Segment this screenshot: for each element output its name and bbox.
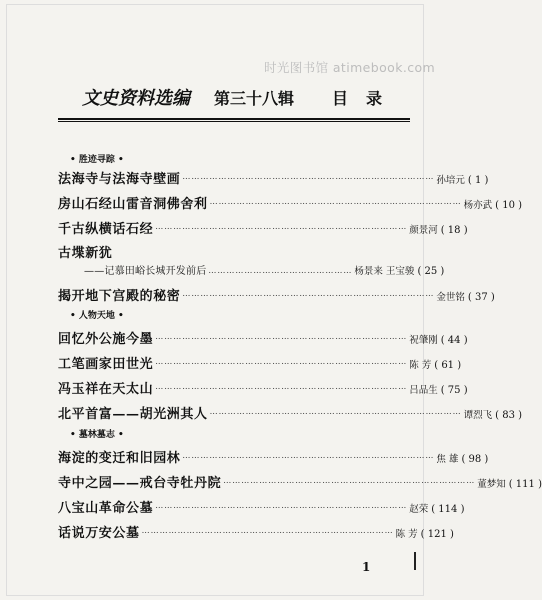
issue-number: 第三十八辑 — [214, 89, 295, 108]
publication-title: 文史资料选编 — [82, 88, 190, 109]
header-rule-thin — [58, 121, 410, 122]
entry-title: 房山石经山雷音洞佛舍利 — [58, 197, 208, 212]
entry-author: 金世铭 — [436, 292, 465, 303]
entry-page: ( 61 ) — [434, 360, 462, 371]
leader-dots: ………………………………………………………………………… — [141, 525, 394, 535]
toc-entry — [58, 447, 489, 466]
toc-entry — [58, 353, 462, 372]
entry-page: ( 37 ) — [467, 292, 495, 303]
leader-dots: ………………………………………………………………………… — [155, 381, 408, 391]
entry-page: ( 98 ) — [461, 454, 489, 465]
entry-subtitle: ——记慕田峪长城开发前后 — [84, 266, 207, 277]
toc-entry-subtitle — [84, 262, 445, 278]
toc-entry — [58, 522, 454, 541]
toc-entry — [58, 328, 468, 347]
leader-dots: ………………………………………………………………………… — [209, 406, 462, 416]
leader-dots: ………………………………………………………………………… — [209, 196, 462, 206]
entry-page: ( 111 ) — [508, 479, 542, 490]
entry-author: 吕品生 — [409, 385, 438, 396]
entry-page: ( 10 ) — [495, 200, 523, 211]
toc-entry — [58, 285, 495, 304]
entry-title: 海淀的变迁和旧园林 — [58, 451, 181, 466]
watermark: 时光图书馆 atimebook.com — [264, 60, 436, 75]
toc-entry — [58, 168, 489, 187]
entry-author: 赵荣 — [409, 504, 429, 515]
toc-entry — [58, 497, 465, 516]
entry-page: ( 1 ) — [467, 175, 489, 186]
toc-entry — [58, 218, 468, 237]
page-edge-mark — [408, 552, 416, 570]
entry-title: 北平首富——胡光洲其人 — [58, 407, 208, 422]
page-header — [82, 84, 412, 110]
leader-dots: ………………………………………………………………………… — [223, 475, 476, 485]
entry-author: 谭烈飞 — [463, 410, 493, 421]
toc-entry — [58, 193, 523, 212]
entry-author: 孙培元 — [436, 175, 465, 186]
entry-author: 杨景来 王宝骏 — [354, 266, 415, 277]
toc-entry — [58, 403, 523, 422]
entry-author: 焦 雄 — [436, 454, 459, 465]
header-rule — [58, 118, 410, 120]
leader-dots: ………………………………………………………………………… — [182, 171, 435, 181]
entry-page: ( 44 ) — [440, 335, 468, 346]
leader-dots: ………………………………………………………………………… — [182, 288, 435, 298]
leader-dots: ………………………………………… — [208, 265, 353, 275]
entry-author: 颜景河 — [409, 225, 438, 236]
leader-dots: ………………………………………………………………………… — [155, 221, 408, 231]
entry-page: ( 18 ) — [440, 225, 468, 236]
entry-page: ( 121 ) — [420, 529, 454, 540]
entry-author: 陈 芳 — [395, 529, 418, 540]
entry-title: 揭开地下宫殿的秘密 — [58, 289, 181, 304]
entry-title: 冯玉祥在天太山 — [58, 382, 154, 397]
leader-dots: ………………………………………………………………………… — [155, 331, 408, 341]
entry-author: 董梦知 — [477, 479, 506, 490]
entry-title: 千古纵横话石经 — [58, 222, 154, 237]
section-heading: • 墓林墓志 • — [70, 430, 124, 440]
entry-title: 寺中之园——戒台寺牡丹院 — [58, 476, 222, 491]
toc-entry — [58, 378, 468, 397]
entry-page: ( 25 ) — [417, 266, 445, 277]
toc-entry — [58, 472, 542, 491]
contents-heading: 目录 — [332, 89, 401, 108]
entry-author: 杨亦武 — [463, 200, 493, 211]
entry-title: 话说万安公墓 — [58, 526, 140, 541]
entry-title: 法海寺与法海寺壁画 — [58, 172, 181, 187]
entry-title: 工笔画家田世光 — [58, 357, 154, 372]
entry-title: 回忆外公施今墨 — [58, 332, 154, 347]
page-number: 1 — [362, 560, 371, 574]
leader-dots: ………………………………………………………………………… — [155, 356, 408, 366]
entry-author: 陈 芳 — [409, 360, 432, 371]
entry-page: ( 75 ) — [440, 385, 468, 396]
entry-author: 祝肇刚 — [409, 335, 438, 346]
entry-title: 八宝山革命公墓 — [58, 501, 154, 516]
entry-page: ( 83 ) — [495, 410, 523, 421]
section-heading: • 人物天地 • — [70, 311, 124, 321]
leader-dots: ………………………………………………………………………… — [182, 450, 435, 460]
entry-page: ( 114 ) — [431, 504, 465, 515]
leader-dots: ………………………………………………………………………… — [155, 500, 408, 510]
entry-title: 古堞新犹 — [58, 246, 113, 261]
section-heading: • 胜迹寻踪 • — [70, 155, 124, 165]
